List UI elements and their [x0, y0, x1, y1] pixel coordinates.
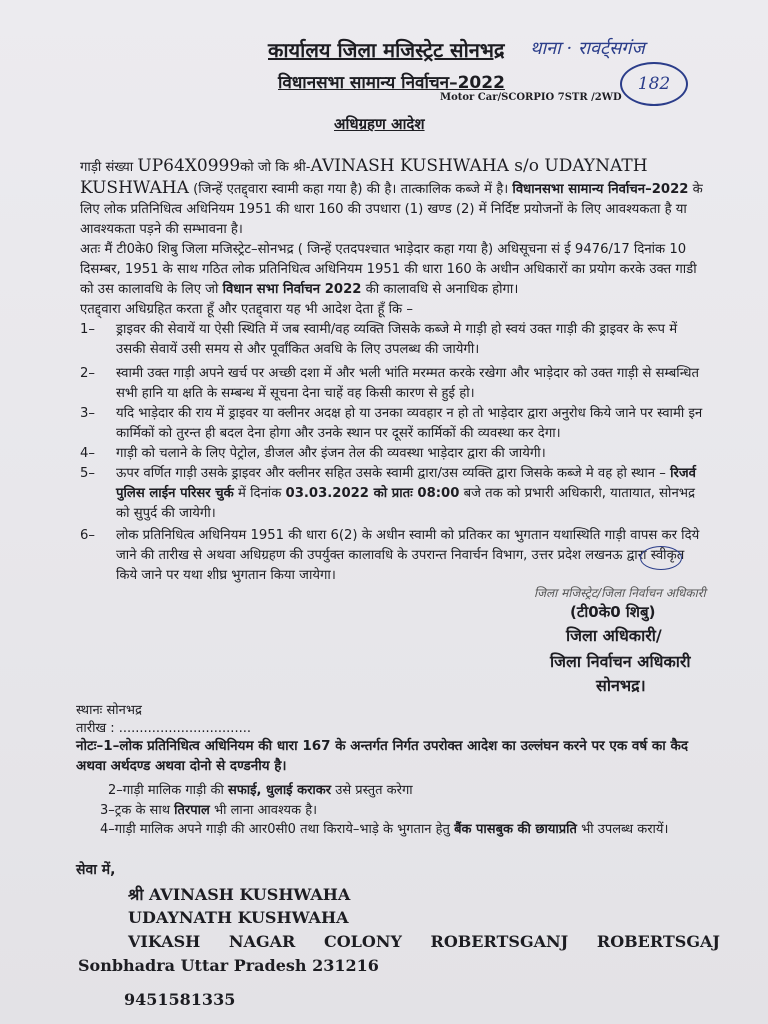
signatory-title-3: सोनभद्र।	[596, 676, 646, 695]
signature-scribble	[640, 546, 682, 570]
item-text: यदि भाड़ेदार की राय में ड्राइवर या क्लीनर अदक्ष हो या उनका व्यवहार न हो तो भाड़ेदार द्वारा अनुरोध किये जाने पर स्वामी इन कार्मिकों को तुरन्त ही बदल देना होगा और उनके स्थान पर दूसरें कार्मिकों की व्यवस्था कर देगा।	[116, 406, 703, 441]
item5-end: बजे तक को प्रभारी अधिकारी, यातायात, सोनभद्र को सुपुर्द की जायेगी।	[116, 486, 696, 521]
address-word: ROBERTSGAJ	[596, 932, 720, 951]
note-1: नोटः–1–लोक प्रतिनिधित्व अधिनियम की धारा 167 के अन्तर्गत निर्गत उपरोक्त आदेश का उल्लंघन करने पर एक वर्ष का कैद अथवा अर्थदण्ड अथवा दोनो से दण्डनीय है।	[76, 738, 689, 774]
item-number: 5–	[80, 466, 95, 481]
date-label: तारीख : ................................	[76, 721, 251, 736]
note-2	[108, 780, 413, 798]
vehicle-type: Motor Car/SCORPIO 7STR /2WD	[440, 92, 622, 103]
election-heading: विधानसभा सामान्य निर्वाचन–2022	[278, 73, 505, 93]
note3-bold: तिरपाल	[174, 803, 210, 818]
note-3	[100, 800, 317, 818]
handwritten-circle: 182	[620, 62, 688, 106]
place-label: स्थानः सोनभद्र	[76, 703, 142, 718]
note2-pre: 2–गाड़ी मालिक गाड़ी की	[108, 783, 228, 798]
item-number: 2–	[80, 366, 95, 381]
item-number: 6–	[80, 528, 95, 543]
owner-name: AVINASH KUSHWAHA s/o UDAYNATH KUSHWAHA	[80, 156, 648, 198]
address-word: NAGAR	[228, 932, 296, 951]
p2-end: की कालावधि से अनाधिक होगा।	[361, 282, 519, 297]
paragraph-3: एतद्द्वारा अधिग्रहित करता हूँ और एतद्द्वारा यह भी आदेश देता हूँ कि –	[80, 302, 413, 317]
item5-date: 03.03.2022 को प्रातः 08:00	[285, 486, 460, 501]
note2-bold: सफाई, धुलाई कराकर	[227, 783, 332, 798]
signatory-name: (टी0के0 शिबु)	[570, 603, 656, 621]
note4-end: भी उपलब्ध करायें।	[576, 822, 669, 837]
p2-pre: अतः मैं टी0के0 शिबु जिला मजिस्ट्रेट–सोनभद्र ( जिन्हें एतदपश्चात भाड़ेदार कहा गया है) अधिसूचना सं ई 9476/17 दिनांक 10 दिसम्बर, 1951 के साथ गठित लोक प्रतिनिधित्व अधिनियम 1951 की धारा 160 के अधीन अधिकारों का प्रयोग करके उक्त गाडी को उस कालावधि के लिए जो	[80, 242, 697, 297]
vehicle-number: UP64X0999	[137, 156, 241, 176]
addressee-father: UDAYNATH KUSHWAHA	[128, 908, 349, 927]
item-text: ड्राइवर की सेवायें या ऐसी स्थिति में जब स्वामी/वह व्यक्ति जिसके कब्जे मे गाड़ी हो स्वयं उक्त गाड़ी की ड्राइवर के रूप में उसकी सेवायें उसी समय से और पूर्वांकित अवधि के लिए उपलब्ध की जायेगी।	[116, 322, 678, 357]
address-word: ROBERTSGANJ	[430, 932, 569, 951]
item-text: गाड़ी को चलाने के लिए पेट्रोल, डीजल और इंजन तेल की व्यवस्था भाड़ेदार द्वारा की जायेगी।	[116, 446, 546, 461]
item-number: 1–	[80, 322, 95, 337]
note-4	[100, 820, 700, 840]
item5-mid: में दिनांक	[233, 486, 286, 501]
office-heading: कार्यालय जिला मजिस्ट्रेट सोनभद्र	[268, 38, 505, 62]
addressee-phone: 9451581335	[124, 990, 236, 1009]
item-text: लोक प्रतिनिधित्व अधिनियम 1951 की धारा 6(2) के अधीन स्वामी को प्रतिकर का भुगतान यथास्थिति गाड़ी वापस कर दिये जाने की तारीख से अथवा अधिग्रहण की उपर्युक्त कालावधि के उपरान्त निवार्चन विभाग, उत्तर प्रदेश लखनऊ द्वारा स्वीकृत किये जाने पर यथा शीघ्र भुगतान किया जायेगा।	[116, 528, 700, 583]
addressee-name: श्री AVINASH KUSHWAHA	[128, 885, 351, 904]
signatory-title-2: जिला निर्वाचन अधिकारी	[550, 652, 691, 671]
p1-mid: को जो कि श्री-	[240, 160, 311, 175]
p1-end: के लिए लोक प्रतिनिधित्व अधिनियम 1951 की धारा 160 की उपधारा (1) खण्ड (2) में निर्दिष्ट प्रयोजनों के लिए आवश्यकता है या आवश्यकता पड़ने की सम्भावना है।	[80, 182, 703, 237]
p1-pre: गाड़ी संख्या	[80, 160, 138, 175]
address-word: VIKASH	[128, 932, 201, 951]
addressee-street	[128, 932, 720, 951]
item-number: 3–	[80, 406, 95, 421]
p2-bold: विधान सभा निर्वाचन 2022	[222, 282, 362, 297]
item5-pre: ऊपर वर्णित गाड़ी उसके ड्राइवर और क्लीनर सहित उसके स्वामी द्वारा/उस व्यक्ति द्वारा जिसके कब्जे मे वह हो स्थान –	[116, 466, 671, 481]
note4-pre: 4–गाड़ी मालिक अपने गाड़ी की आर0सी0 तथा किराये–भाड़े के भुगतान हेतु	[100, 822, 455, 837]
item-text: स्वामी उक्त गाड़ी अपने खर्च पर अच्छी दशा में और भली भांति मरम्मत करके रखेगा और भाड़ेदार को उक्त गाड़ी से सम्बन्धित सभी हानि या क्षति के सम्बन्ध में सूचना देना चाहें वह किसी कारण से हुई हो।	[116, 366, 699, 401]
item5-place: रिजर्व पुलिस लाईन परिसर चुर्क	[116, 466, 697, 501]
p1-post: (जिन्हें एतद्द्वारा स्वामी कहा गया है) की है। तात्कालिक कब्जे में है।	[188, 182, 513, 197]
addressee-label: सेवा में,	[76, 862, 116, 878]
addressee-state: Sonbhadra Uttar Pradesh 231216	[78, 956, 379, 975]
paragraph-2	[80, 240, 710, 300]
p1-bold: विधानसभा सामान्य निर्वाचन–2022	[512, 182, 689, 197]
address-word: COLONY	[323, 932, 402, 951]
order-title: अधिग्रहण आदेश	[334, 115, 425, 133]
signature-stamp: जिला मजिस्ट्रेट/जिला निर्वाचन अधिकारी	[534, 586, 706, 600]
note4-bold: बैंक पासबुक की छायाप्रति	[454, 822, 577, 837]
note3-end: भी लाना आवश्यक है।	[209, 803, 318, 818]
handwritten-note: थाना · रावर्ट्सगंज	[530, 38, 645, 59]
note2-end: उसे प्रस्तुत करेगा	[331, 783, 413, 798]
note3-pre: 3–ट्रक के साथ	[100, 803, 175, 818]
item-number: 4–	[80, 446, 95, 461]
item-text	[116, 464, 706, 524]
signatory-title-1: जिला अधिकारी/	[566, 626, 662, 645]
paragraph-1	[80, 156, 710, 240]
